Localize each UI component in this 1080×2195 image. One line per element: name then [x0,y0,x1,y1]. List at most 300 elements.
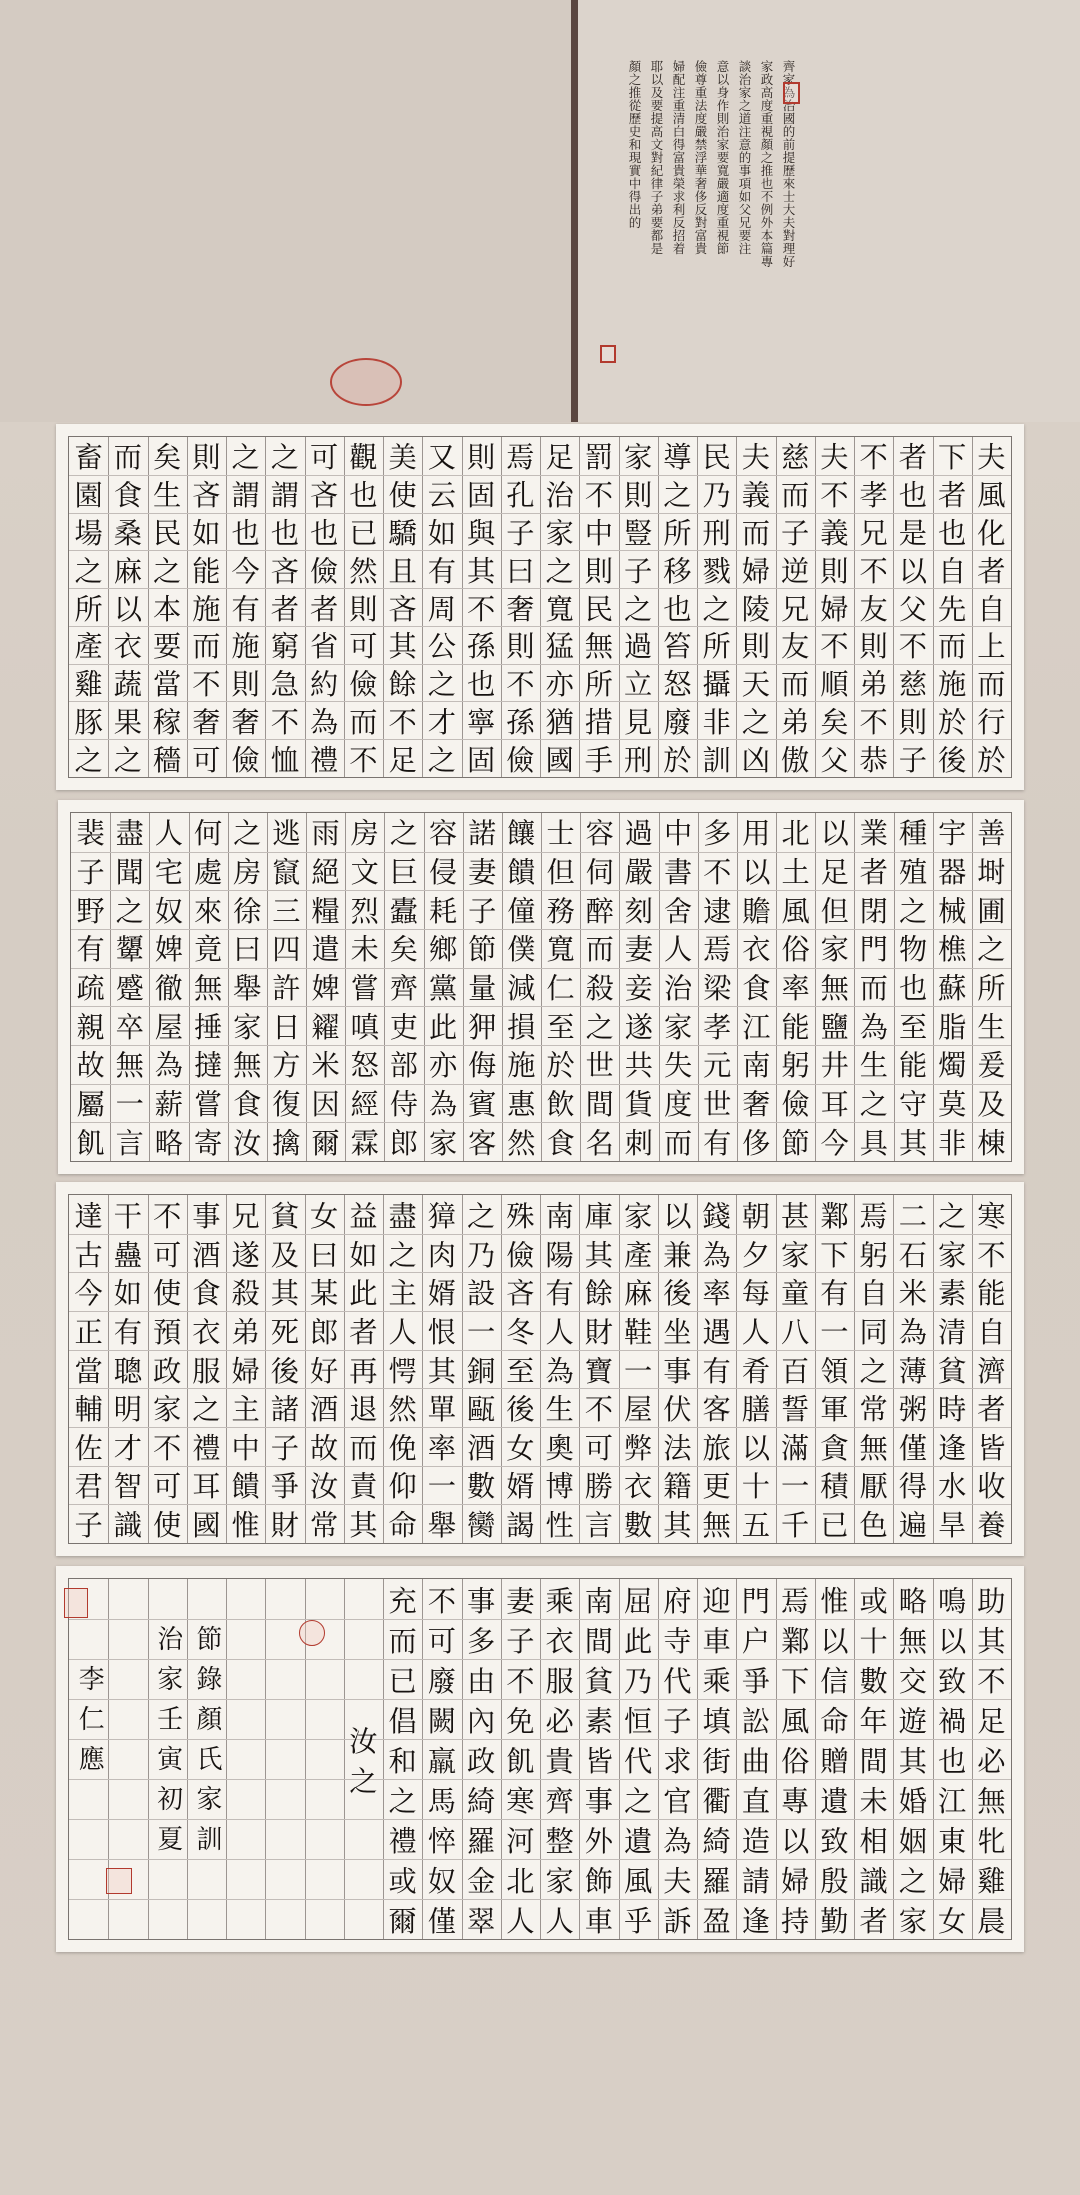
glyph: 內 [467,1704,496,1738]
glyph: 義 [820,516,849,550]
glyph: 交 [898,1664,927,1698]
glyph: 因 [311,1087,340,1121]
text-column [619,437,658,777]
glyph: 餘 [388,668,417,702]
glyph: 宇 [938,817,967,851]
glyph: 齊 [545,1784,574,1818]
glyph: 皆 [977,1431,1006,1465]
text-column [383,1579,422,1939]
glyph: 以 [938,1624,967,1658]
glyph: 之 [938,1199,967,1233]
inscription-column: 意以身作則治家要寬嚴適度重視節 [715,60,730,255]
glyph: 夫 [977,441,1006,475]
glyph: 家 [233,1010,262,1044]
glyph: 以 [898,554,927,588]
text-column [383,1195,422,1543]
colophon-seal-icon [299,1620,325,1646]
glyph: 色 [859,1509,888,1543]
glyph: 遊 [898,1704,927,1738]
glyph: 不 [153,1199,182,1233]
glyph: 其 [427,1354,456,1388]
glyph: 猶 [545,705,574,739]
text-column [383,437,422,777]
glyph: 一 [781,1470,810,1504]
glyph: 黨 [428,972,458,1005]
glyph: 及 [270,1238,299,1272]
glyph: 嗔 [350,1010,379,1044]
glyph: 財 [270,1509,299,1543]
glyph: 銅 [467,1354,496,1388]
glyph: 畜 [74,441,103,475]
text-column [226,437,265,777]
grid-3 [68,1194,1012,1544]
glyph: 殺 [231,1277,260,1311]
glyph: 糴 [311,1010,340,1044]
glyph: 侍 [389,1087,418,1121]
glyph: 也 [231,516,260,550]
glyph: 倡 [388,1704,417,1738]
glyph: 於 [663,743,692,777]
glyph: 一 [427,1470,456,1504]
glyph: 禮 [388,1824,417,1858]
glyph: 羅 [467,1824,496,1858]
glyph: 五 [741,1509,770,1543]
glyph: 日 [272,1010,301,1044]
glyph: 過 [624,630,653,664]
glyph: 弟 [859,668,888,702]
text-column [893,437,932,777]
glyph: 減 [507,972,536,1005]
text-column [422,1579,461,1939]
glyph: 慈 [898,668,927,702]
glyph: 惟 [820,1584,849,1618]
glyph: 盡 [115,817,144,851]
glyph: 整 [545,1824,574,1858]
grid-4 [68,1578,1012,1940]
glyph: 豎 [624,516,653,550]
glyph: 且 [388,554,417,588]
glyph: 致 [938,1664,967,1698]
glyph: 後 [663,1277,692,1311]
glyph: 躬 [859,1238,888,1272]
glyph: 所 [977,972,1006,1005]
glyph: 才 [113,1431,142,1465]
glyph: 慈 [781,441,810,475]
text-column [108,1195,147,1543]
glyph: 廢 [663,705,692,739]
glyph: 免 [506,1704,535,1738]
glyph: 一 [467,1315,496,1349]
glyph: 十 [859,1624,888,1658]
text-column [854,437,893,777]
glyph: 為 [898,1315,927,1349]
glyph: 代 [624,1744,653,1778]
glyph: 勤 [820,1904,849,1938]
glyph: 持 [781,1904,810,1938]
glyph: 間 [584,1624,613,1658]
glyph: 家 [428,1126,458,1160]
glyph: 不 [153,1431,182,1465]
glyph: 復 [272,1087,301,1121]
glyph: 後 [506,1393,535,1427]
glyph: 許 [272,972,301,1005]
glyph: 饋 [507,856,536,890]
glyph: 之 [192,1393,221,1427]
glyph: 裴 [76,817,105,851]
glyph: 蔬 [113,668,142,702]
glyph: 殺 [585,972,614,1005]
glyph: 周 [427,592,456,626]
glyph: 如 [427,516,456,550]
glyph: 也 [349,479,378,513]
glyph: 以 [663,1199,692,1233]
glyph: 者 [859,856,888,890]
glyph: 先 [938,592,967,626]
glyph: 鳴 [938,1584,967,1618]
glyph: 而 [192,630,221,664]
glyph: 之 [663,479,692,513]
glyph: 遇 [702,1315,731,1349]
glyph: 由 [467,1664,496,1698]
glyph: 之 [113,743,142,777]
glyph: 法 [663,1431,692,1465]
glyph: 侮 [468,1049,497,1083]
glyph: 人 [388,1315,417,1349]
text-column [501,1579,540,1939]
glyph: 閉 [859,894,888,928]
text-column [658,1579,697,1939]
glyph: 妻 [468,856,497,890]
glyph: 婦 [938,1864,967,1898]
glyph: 奢 [192,705,221,739]
glyph: 家 [153,1393,182,1427]
glyph: 中 [231,1431,260,1465]
glyph: 嘗 [350,972,379,1005]
glyph: 人 [506,1904,535,1938]
glyph: 則 [467,441,496,475]
glyph: 失 [663,1049,693,1083]
inscription-seal-icon [783,82,800,104]
glyph: 女 [938,1904,967,1938]
glyph: 疏 [76,972,105,1005]
grid-column-line [226,1579,227,1939]
glyph: 車 [584,1904,613,1938]
text-column [736,437,775,777]
glyph: 風 [977,479,1006,513]
glyph: 雨 [311,817,340,851]
glyph: 鄉 [428,933,458,967]
grid-column-line [265,1579,266,1939]
glyph: 名 [585,1126,614,1160]
glyph: 不 [977,1238,1006,1272]
glyph: 伏 [663,1393,692,1427]
glyph: 逢 [741,1904,770,1938]
glyph: 有 [76,933,105,967]
glyph: 錢 [702,1199,731,1233]
glyph: 百 [781,1354,810,1388]
glyph: 齊 [389,972,418,1005]
glyph: 蠱 [113,1238,142,1272]
glyph: 至 [898,1010,928,1044]
glyph: 舉 [427,1509,456,1543]
glyph: 固 [467,479,496,513]
glyph: 奢 [231,705,260,739]
glyph: 穡 [153,743,182,777]
glyph: 之 [233,817,262,851]
glyph: 晨 [977,1904,1006,1938]
glyph: 婦 [231,1354,260,1388]
text-column [540,437,579,777]
glyph: 吝 [506,1277,535,1311]
glyph: 國 [192,1509,221,1543]
glyph: 軍 [820,1393,849,1427]
text-column [344,1195,383,1543]
glyph: 命 [820,1704,849,1738]
glyph: 人 [154,817,183,851]
glyph: 食 [546,1126,575,1160]
glyph: 乎 [624,1904,653,1938]
glyph: 但 [820,894,849,928]
glyph: 所 [702,630,731,664]
glyph: 非 [938,1126,967,1160]
glyph: 婢 [311,972,340,1005]
glyph: 陽 [545,1238,574,1272]
glyph: 園 [74,479,103,513]
glyph: 孫 [506,705,535,739]
glyph: 其 [663,1509,692,1543]
text-column [463,813,502,1161]
glyph: 薄 [898,1354,927,1388]
glyph: 當 [74,1354,103,1388]
inscription-column: 儉尊重法度嚴禁浮華奢侈反對富貴 [693,60,708,255]
glyph: 女 [310,1199,339,1233]
glyph: 廢 [427,1664,456,1698]
glyph: 用 [742,817,771,851]
glyph: 則 [349,592,378,626]
glyph: 則 [741,630,770,664]
glyph: 雞 [977,1864,1006,1898]
text-column [737,813,776,1161]
glyph: 矣 [820,705,849,739]
glyph: 子 [663,1704,692,1738]
glyph: 不 [820,630,849,664]
glyph: 蠹 [389,894,418,928]
glyph: 諸 [270,1393,299,1427]
glyph: 孔 [506,479,535,513]
glyph: 有 [545,1277,574,1311]
glyph: 民 [153,516,182,550]
glyph: 足 [545,441,574,475]
text-column [815,1195,854,1543]
glyph: 過 [624,817,653,851]
glyph: 共 [624,1049,653,1083]
glyph: 可 [310,441,339,475]
glyph: 兄 [781,592,810,626]
glyph: 風 [781,894,810,928]
glyph: 鞋 [624,1315,653,1349]
glyph: 滿 [781,1431,810,1465]
glyph: 死 [270,1315,299,1349]
text-column [579,1195,618,1543]
glyph: 干 [113,1199,142,1233]
glyph: 容 [428,817,458,851]
glyph: 蹙 [115,972,144,1005]
glyph: 不 [859,705,888,739]
glyph: 家 [545,1864,574,1898]
text-column [265,1195,304,1543]
glyph: 而 [388,1624,417,1658]
glyph: 不 [388,705,417,739]
glyph: 固 [467,743,496,777]
glyph: 以 [820,817,849,851]
text-column [697,437,736,777]
glyph: 可 [584,1431,613,1465]
glyph: 風 [781,1704,810,1738]
glyph: 已 [349,516,378,550]
glyph: 食 [113,479,142,513]
glyph: 謂 [270,479,299,513]
glyph: 子 [506,516,535,550]
glyph: 處 [193,856,223,890]
glyph: 舍 [663,894,693,928]
glyph: 飢 [506,1744,535,1778]
glyph: 飾 [584,1864,613,1898]
glyph: 以 [741,1431,770,1465]
glyph: 甌 [467,1393,496,1427]
glyph: 家 [624,441,653,475]
glyph: 產 [624,1238,653,1272]
glyph: 之 [624,592,653,626]
glyph: 子 [76,856,105,890]
glyph: 衣 [192,1315,221,1349]
glyph: 何 [193,817,223,851]
glyph: 冬 [506,1315,535,1349]
glyph: 於 [546,1049,575,1083]
glyph: 弟 [231,1315,260,1349]
glyph: 省 [310,630,339,664]
glyph: 不 [467,592,496,626]
glyph: 厭 [859,1470,888,1504]
glyph: 盈 [702,1904,731,1938]
glyph: 無 [859,1431,888,1465]
text-column [148,437,187,777]
glyph: 遣 [311,933,340,967]
glyph: 馬 [427,1784,456,1818]
glyph: 恨 [427,1315,456,1349]
glyph: 之 [231,441,260,475]
glyph: 愕 [388,1354,417,1388]
text-column [658,1195,697,1543]
glyph: 賓 [468,1087,497,1121]
glyph: 博 [545,1470,574,1504]
glyph: 耗 [428,894,458,928]
glyph: 門 [859,933,888,967]
glyph: 容 [585,817,614,851]
glyph: 則 [506,630,535,664]
glyph: 南 [742,1049,771,1083]
glyph: 徐 [233,894,262,928]
glyph: 節 [781,1126,810,1160]
glyph: 庫 [584,1199,613,1233]
inscription-column: 顏之推從歷史和現實中得出的 [627,60,642,229]
glyph: 嚴 [624,856,653,890]
glyph: 無 [115,1049,144,1083]
glyph: 為 [310,705,339,739]
glyph: 禍 [938,1704,967,1738]
glyph: 代 [663,1664,692,1698]
text-column [344,1579,383,1939]
glyph: 臠 [467,1509,496,1543]
glyph: 不 [270,705,299,739]
glyph: 兄 [859,516,888,550]
glyph: 以 [820,1624,849,1658]
glyph: 孫 [467,630,496,664]
glyph: 間 [859,1744,888,1778]
glyph: 生 [859,1049,888,1083]
glyph: 則 [624,479,653,513]
glyph: 者 [898,441,927,475]
glyph: 故 [310,1431,339,1465]
glyph: 可 [153,1238,182,1272]
text-column [776,1579,815,1939]
glyph: 順 [820,668,849,702]
glyph: 械 [938,894,967,928]
glyph: 家 [663,1010,693,1044]
glyph: 今 [820,1126,849,1160]
text-column [972,1195,1011,1543]
glyph: 親 [76,1010,105,1044]
glyph: 怒 [663,668,692,702]
glyph: 二 [898,1199,927,1233]
glyph: 恒 [624,1704,653,1738]
glyph: 其 [467,554,496,588]
glyph: 聞 [115,856,144,890]
glyph: 好 [310,1354,339,1388]
glyph: 而 [977,668,1006,702]
glyph: 至 [506,1354,535,1388]
signature-seal-icon [106,1868,132,1894]
glyph: 屋 [154,1010,183,1044]
text-column [697,1195,736,1543]
glyph: 妻 [624,933,653,967]
glyph: 籍 [663,1470,692,1504]
glyph: 元 [703,1049,732,1083]
glyph: 嘗 [193,1087,223,1121]
glyph: 米 [311,1049,340,1083]
glyph: 凶 [741,743,770,777]
text-column [462,1195,501,1543]
glyph: 然 [388,1393,417,1427]
glyph: 收 [977,1470,1006,1504]
glyph: 妻 [506,1584,535,1618]
text-column [619,1195,658,1543]
glyph: 也 [938,1744,967,1778]
glyph: 觀 [349,441,378,475]
glyph: 埘 [977,856,1006,890]
glyph: 燭 [938,1049,967,1083]
glyph: 遺 [820,1784,849,1818]
glyph: 甚 [781,1199,810,1233]
calligraphy-panel-3 [56,1182,1024,1556]
glyph: 者 [938,479,967,513]
glyph: 盡 [388,1199,417,1233]
glyph: 焉 [703,933,732,967]
glyph: 曰 [310,1238,339,1272]
glyph: 悴 [427,1824,456,1858]
text-column [345,813,384,1161]
glyph: 不 [584,479,613,513]
glyph: 經 [350,1087,379,1121]
